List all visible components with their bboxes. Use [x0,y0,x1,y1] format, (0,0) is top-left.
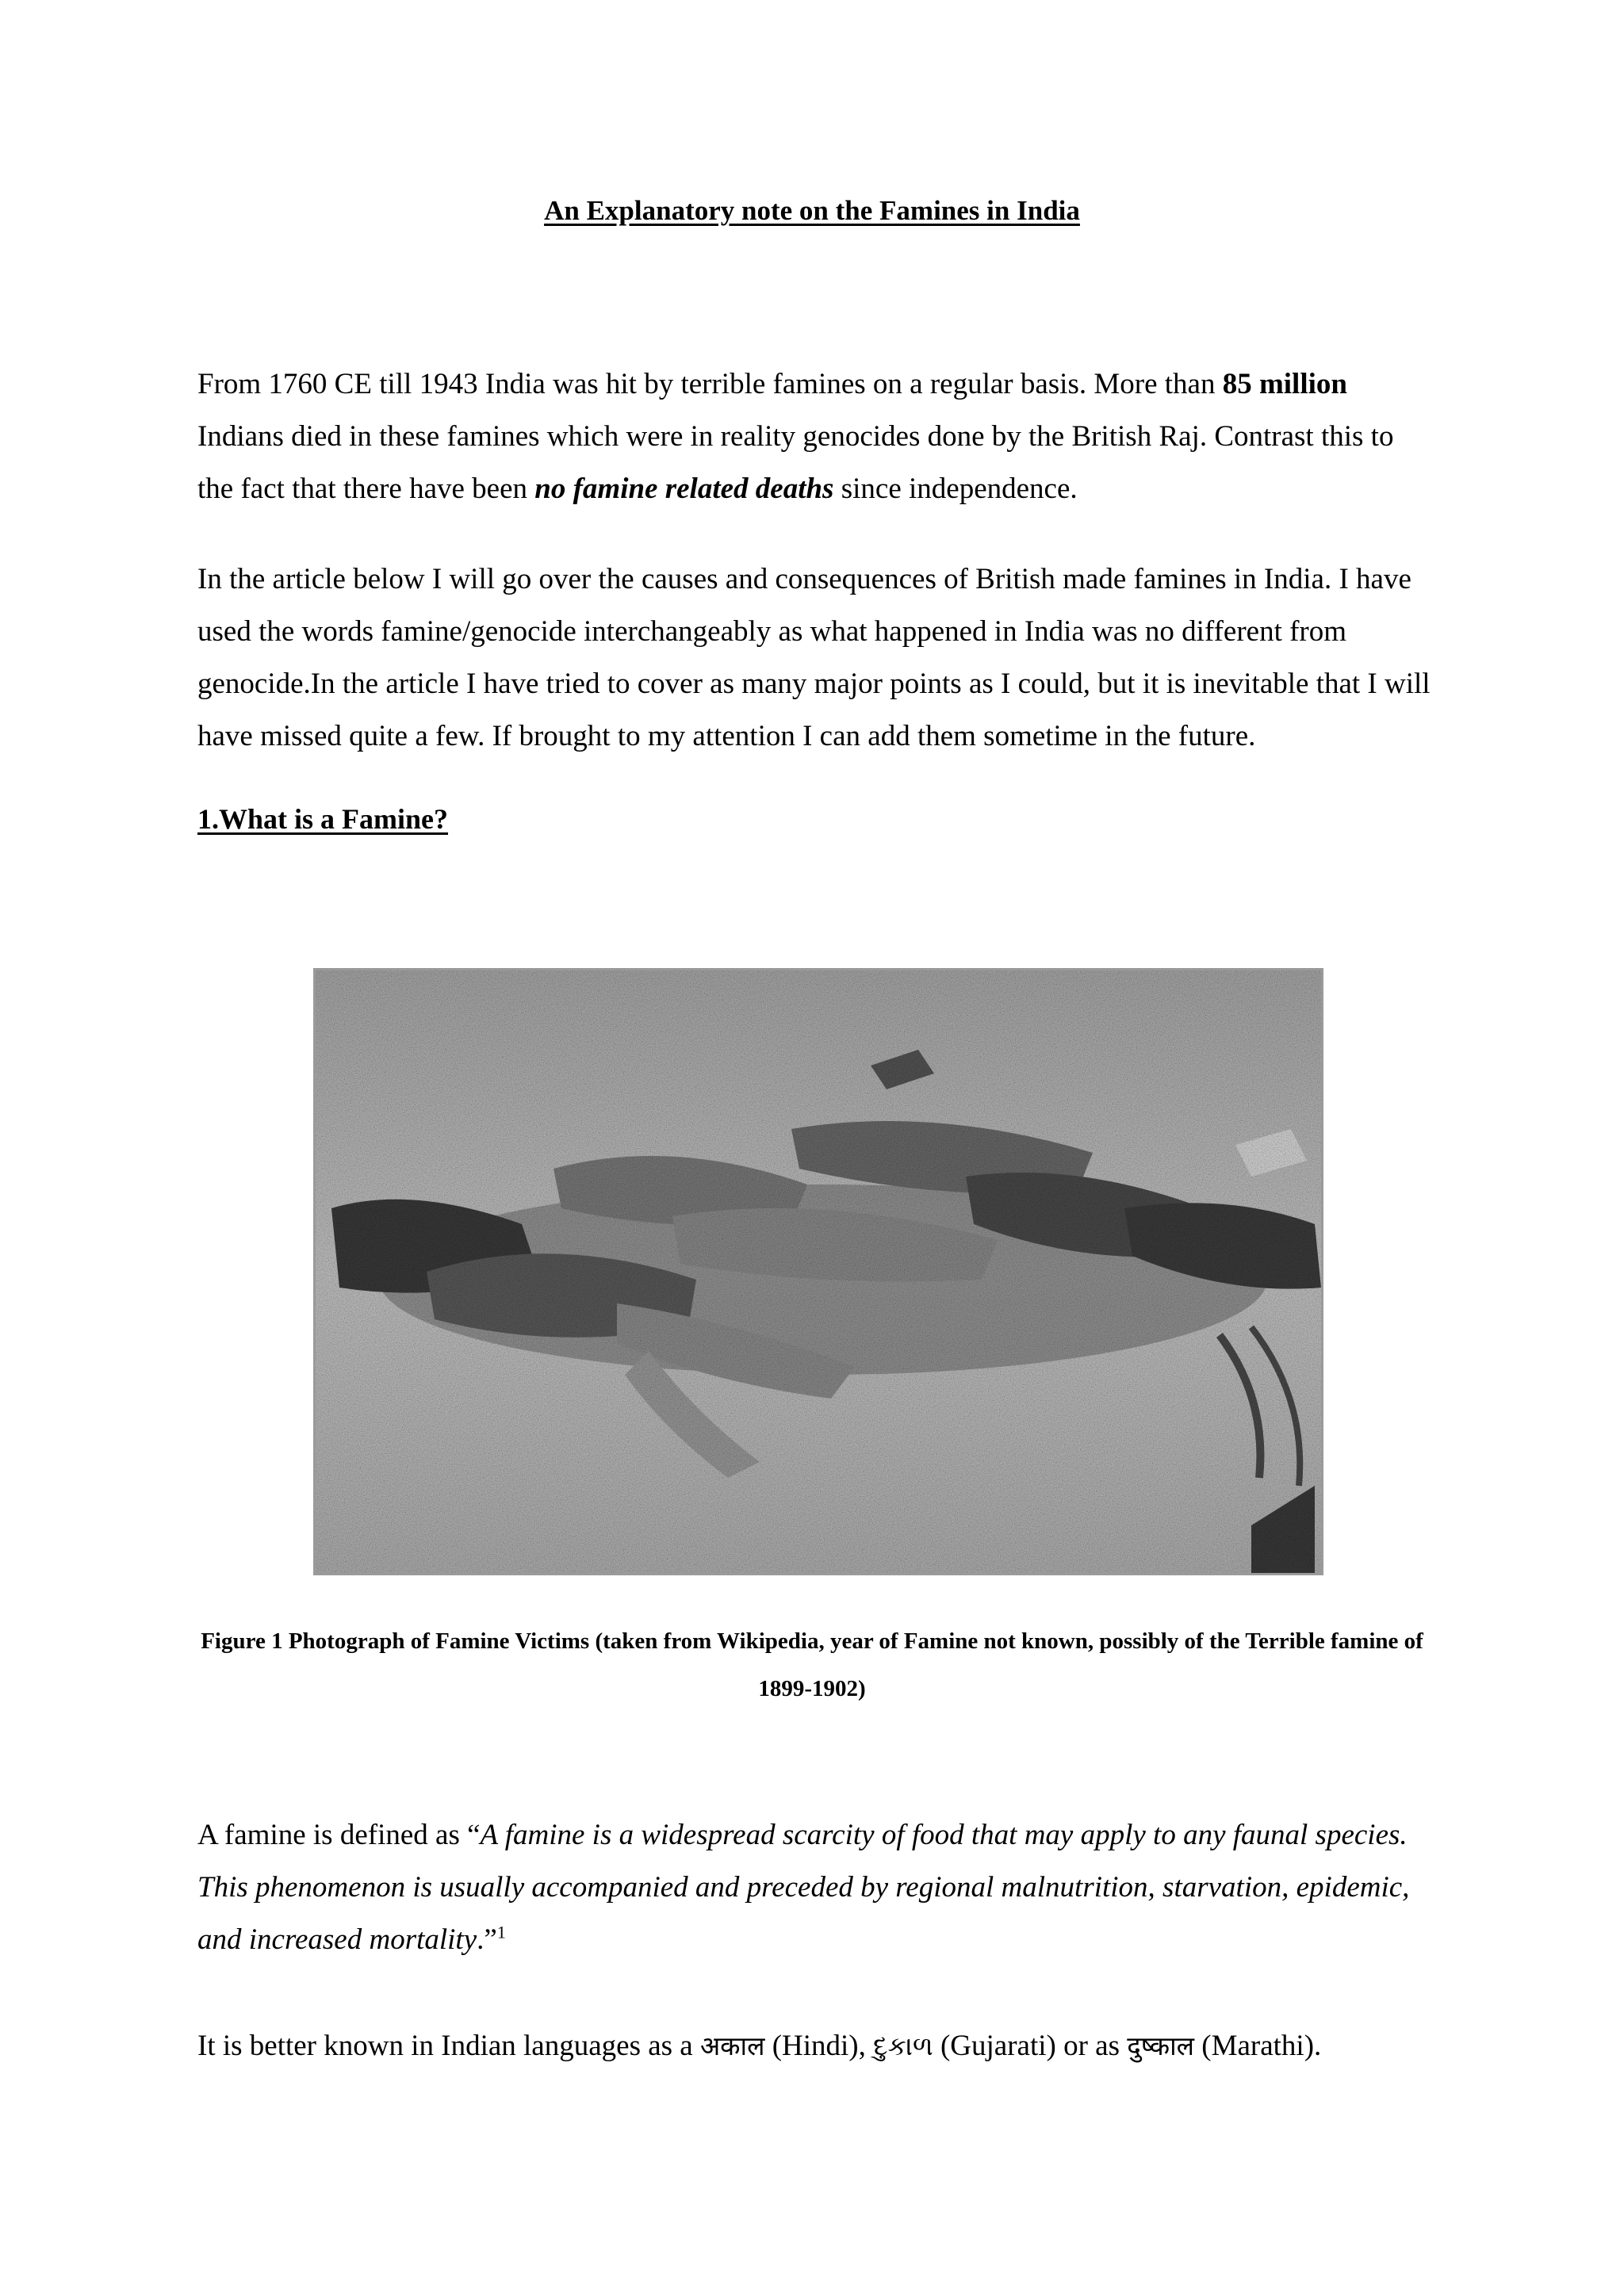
footnote-marker[interactable]: 1 [496,1922,506,1942]
figure-caption: Figure 1 Photograph of Famine Victims (taken from Wikipedia, year of Famine not known, possibly of the Terrible famine of 1899-1902) [201,1628,1423,1701]
intro-text-2: Indians died in these famines which were in reality genocides done by the British Raj. Contrast this to the fact that there have been [197,420,1394,505]
article-paragraph: In the article below I will go over the causes and consequences of British made famines in India. I have used the words famine/genocide interchangeably as what happened in India was no different from genocide.In the article I have tried to cover as many major points as I could, but it is inevitable that I will have missed quite a few. If brought to my attention I can add them sometime in the future. [197,563,1431,752]
definition-quote: A famine is a widespread scarcity of food that may apply to any faunal species. This phenomenon is usually accompanied and preceded by regional malnutrition, starvation, epidemic, and increased mortality [197,1819,1410,1956]
intro-bold-figure: 85 million [1222,368,1347,400]
definition-paragraph [197,1809,1434,1966]
famine-photograph [313,968,1323,1575]
document-title: An Explanatory note on the Famines in India [544,195,1080,226]
marathi-word: दुष्काल [1127,2030,1195,2061]
definition-lead: A famine is defined as “ [197,1819,481,1851]
languages-lead: It is better known in Indian languages as a [197,2030,700,2062]
photograph-image [316,970,1321,1573]
section-heading: 1.What is a Famine? [197,803,449,835]
gujarati-word: દુકાળ [873,2030,933,2061]
hindi-label: (Hindi), [764,2030,874,2062]
definition-tail: .” [477,1923,497,1956]
marathi-label: (Marathi). [1194,2030,1322,2062]
intro-emphasis: no famine related deaths [534,473,834,505]
intro-paragraph [197,358,1434,515]
gujarati-label: (Gujarati) or as [933,2030,1128,2062]
intro-text-1: From 1760 CE till 1943 India was hit by terrible famines on a regular basis. More than [197,368,1223,400]
intro-text-3: since independence. [833,473,1078,505]
hindi-word: अकाल [699,2030,765,2061]
languages-paragraph [197,2020,1434,2072]
